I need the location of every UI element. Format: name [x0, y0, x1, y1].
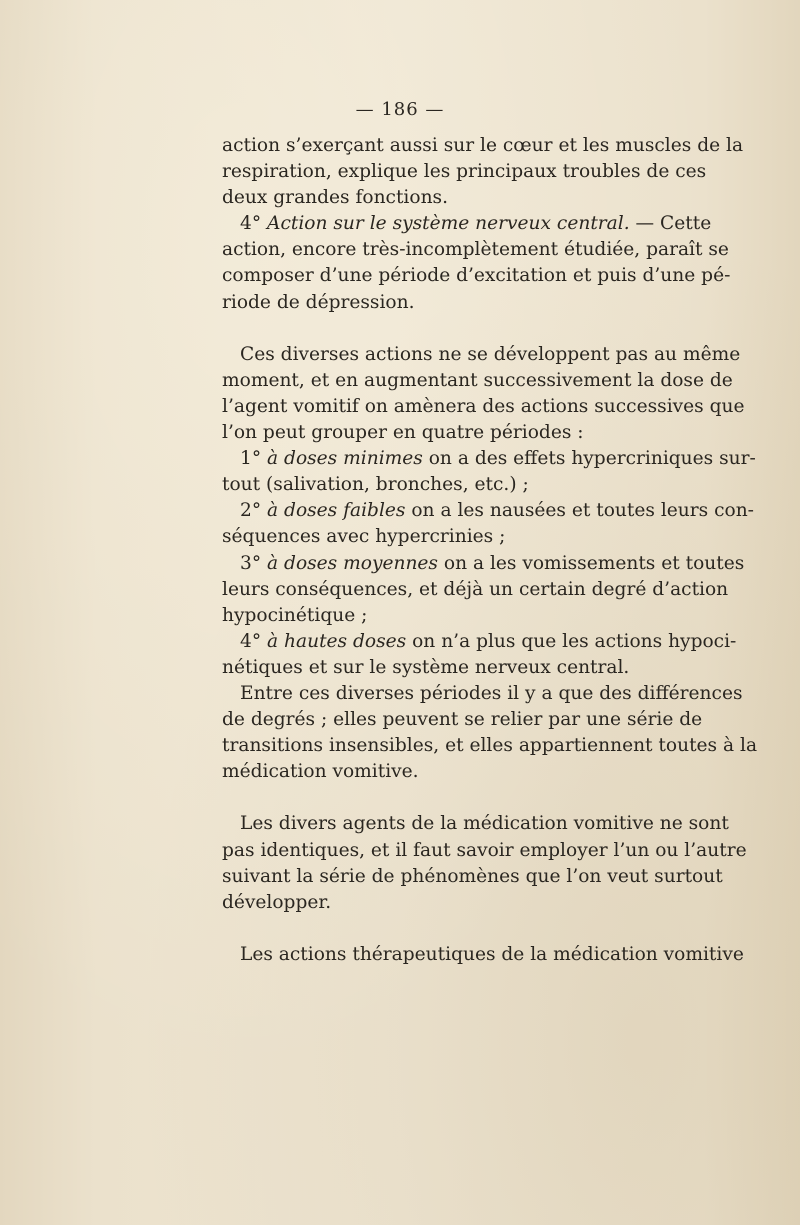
text-segment: action s’exerçant aussi sur le cœur et les muscles de la — [222, 135, 744, 156]
text-line — [222, 420, 692, 446]
text-line — [222, 263, 731, 289]
text-line — [222, 577, 729, 603]
text-segment: pas identiques, et il faut savoir employer l’un ou l’autre — [222, 839, 747, 861]
text-line — [222, 864, 723, 890]
text-line — [222, 368, 733, 394]
text-segment: développer. — [222, 891, 332, 913]
text-line — [222, 551, 745, 577]
text-line — [222, 498, 754, 524]
page-number: — 186 — — [355, 99, 445, 120]
text-line — [222, 290, 692, 316]
text-line — [222, 394, 745, 420]
text-segment: l’agent vomitif on amènera des actions successives que — [222, 395, 745, 417]
text-segment: on n’a plus que les actions hypoci- — [406, 630, 737, 652]
italic-text: à hautes doses — [267, 630, 407, 652]
text-line — [222, 524, 692, 550]
text-segment: composer d’une période d’excitation et puis d’une pé- — [222, 265, 731, 287]
text-line — [222, 811, 729, 837]
text-segment: leurs conséquences, et déjà un certain degré d’action — [222, 578, 729, 600]
text-line — [222, 211, 712, 237]
text-line — [222, 603, 692, 629]
text-segment: on a les vomissements et toutes — [437, 552, 745, 574]
italic-text: Action sur le système nerveux central. — [267, 213, 630, 235]
text-segment: médication vomitive. — [222, 761, 419, 783]
text-line — [222, 446, 756, 472]
text-line — [222, 342, 741, 368]
text-segment: hypocinétique ; — [222, 604, 368, 626]
text-segment: de degrés ; elles peuvent se relier par une série de — [222, 709, 703, 731]
text-line — [222, 472, 692, 498]
text-line — [222, 133, 744, 159]
text-line — [222, 629, 737, 655]
text-segment: 4° — [240, 213, 268, 235]
text-segment: moment, et en augmentant successivement la dose de — [222, 369, 733, 391]
text-segment: 4° — [240, 630, 268, 652]
text-line — [222, 942, 744, 968]
italic-text: à doses moyennes — [267, 552, 438, 574]
italic-text: à doses faibles — [267, 500, 406, 522]
text-segment: Les divers agents de la médication vomitive ne sont — [240, 813, 729, 835]
text-line — [222, 681, 743, 707]
body-text — [222, 133, 758, 968]
text-segment: Ces diverses actions ne se développent pas au même — [240, 343, 741, 365]
text-segment: on a les nausées et toutes leurs con- — [405, 500, 754, 522]
text-line — [222, 655, 692, 681]
text-segment: nétiques et sur le système nerveux central. — [222, 656, 630, 678]
text-line — [222, 159, 707, 185]
text-line — [222, 759, 692, 785]
text-segment: transitions insensibles, et elles appartiennent toutes à la — [222, 735, 758, 757]
text-segment: on a des effets hypercriniques sur- — [422, 448, 756, 470]
text-line — [222, 237, 729, 263]
text-segment: 2° — [240, 500, 268, 522]
text-segment: respiration, explique les principaux troubles de ces — [222, 161, 707, 183]
text-line — [222, 890, 692, 916]
text-segment: Les actions thérapeutiques de la médication vomitive — [240, 943, 744, 965]
text-line — [222, 838, 747, 864]
text-segment: action, encore très-incomplètement étudiée, paraît se — [222, 239, 729, 261]
text-segment: Entre ces diverses périodes il y a que des différences — [240, 682, 743, 704]
text-segment: tout (salivation, bronches, etc.) ; — [222, 474, 529, 496]
text-segment: 1° — [240, 448, 268, 470]
text-segment: riode de dépression. — [222, 291, 415, 313]
text-segment: — Cette — [629, 213, 712, 235]
text-segment: suivant la série de phénomènes que l’on veut surtout — [222, 865, 723, 887]
text-line — [222, 707, 703, 733]
text-segment: 3° — [240, 552, 268, 574]
text-line — [222, 733, 758, 759]
italic-text: à doses minimes — [267, 448, 423, 470]
text-segment: séquences avec hypercrinies ; — [222, 526, 506, 548]
text-line — [222, 185, 692, 211]
text-segment: l’on peut grouper en quatre périodes : — [222, 422, 584, 444]
text-segment: deux grandes fonctions. — [222, 187, 448, 209]
